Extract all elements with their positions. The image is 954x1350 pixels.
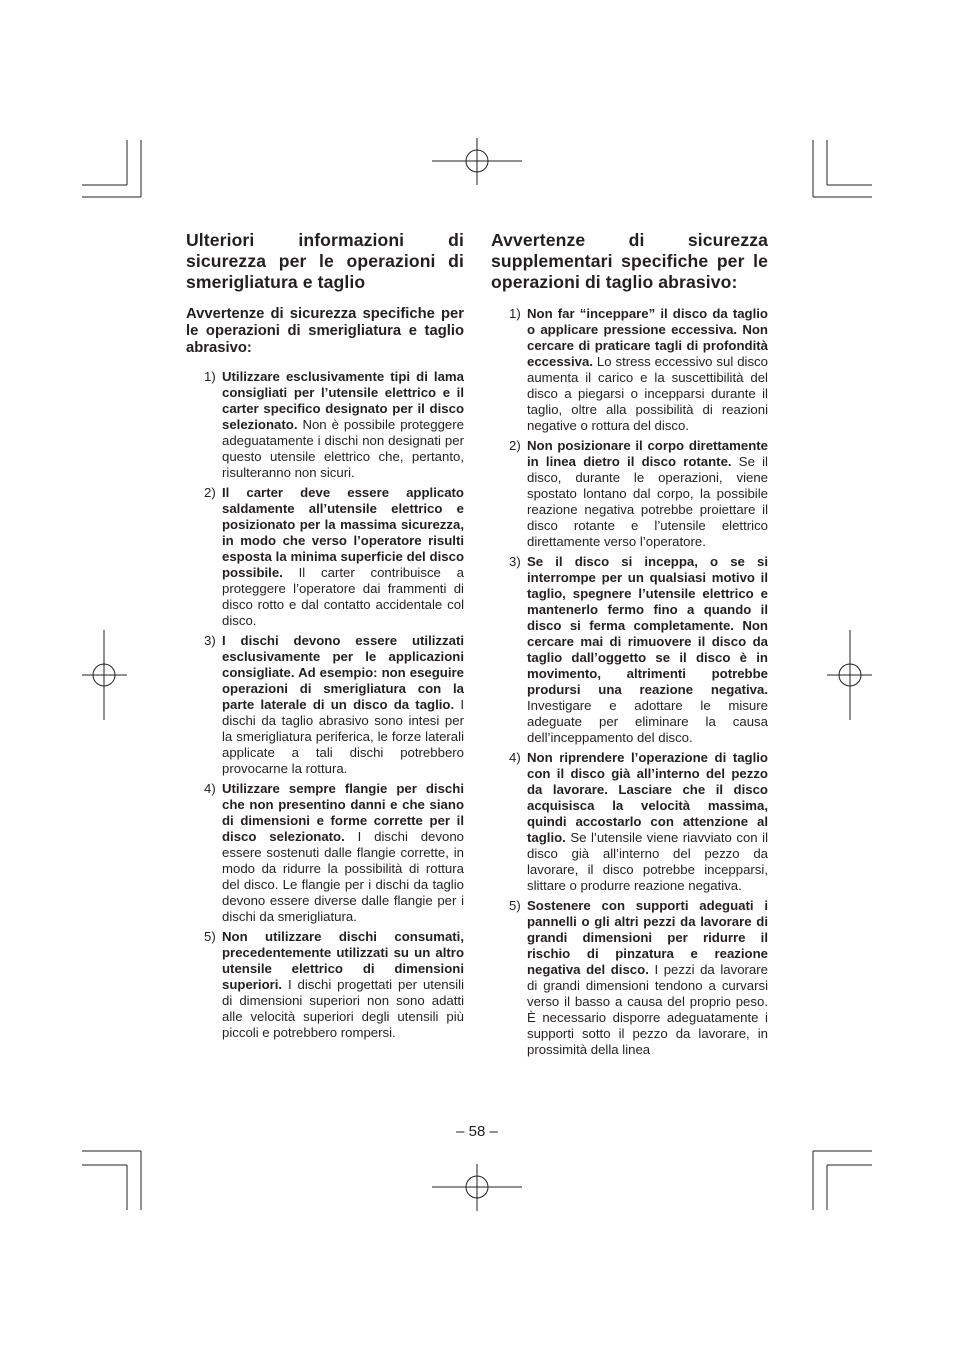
item-number: 3) (204, 633, 216, 648)
item-text: I dischi da taglio abrasivo sono intesi per la smerigliatura periferica, le forze laterali applicate a tali dischi potrebbero provocarne la rottura. (222, 697, 465, 776)
page-number: – 58 – (456, 1123, 498, 1140)
list-item (491, 750, 768, 894)
item-bold-text: Il carter deve essere applicato saldamente all’utensile elettrico e posizionato per la massima sicurezza, in modo che verso l’operatore risulti esposta la minima superficie del disco possibile. (222, 485, 464, 580)
item-bold-text: Sostenere con supporti adeguati i pannelli o gli altri pezzi da lavorare di grandi dimensioni per ridurre il rischio di pinzatura e reazione negativa del disco. (527, 898, 768, 977)
right-section-title: Avvertenze di sicurezza supplementari specifiche per le operazioni di taglio abrasivo: (491, 230, 768, 292)
right-warning-list (491, 306, 768, 1058)
item-bold-text: Non far “inceppare” il disco da taglio o applicare pressione eccessiva. Non cercare di praticare tagli di profondità eccessiva. (527, 306, 768, 369)
item-text: I dischi progettati per utensili di dimensioni superiori non sono adatti alle velocità superiori degli utensili più piccoli e potrebbero rompersi. (222, 977, 464, 1040)
item-number: 4) (204, 781, 216, 796)
item-text: I dischi devono essere sostenuti dalle flangie corrette, in modo da ridurre la possibilità di rottura del disco. Le flangie per i dischi da taglio devono essere diverse dalle flangie per i dischi da smerigliatura. (222, 829, 464, 924)
list-item (186, 633, 464, 777)
left-section-subtitle: Avvertenze di sicurezza specifiche per le operazioni di smerigliatura e taglio abrasivo: (186, 306, 464, 356)
item-bold-text: Utilizzare sempre flangie per dischi che non presentino danni e che siano di dimensioni e forme corrette per il disco selezionato. (222, 781, 464, 844)
list-item (491, 554, 768, 746)
item-number: 3) (509, 554, 521, 569)
list-item (491, 306, 768, 434)
item-number: 2) (204, 485, 216, 500)
item-text: Non è possibile proteggere adeguatamente i dischi non designati per questo utensile elettrico che, pertanto, risulteranno non sicuri. (222, 417, 464, 480)
item-bold-text: Utilizzare esclusivamente tipi di lama consigliati per l’utensile elettrico e il carter specifico designato per il disco selezionato. (222, 369, 464, 432)
item-number: 4) (509, 750, 521, 765)
item-number: 1) (509, 306, 521, 321)
left-column (186, 230, 464, 1045)
item-bold-text: Non posizionare il corpo direttamente in linea dietro il disco rotante. (527, 438, 768, 469)
list-item (186, 369, 464, 481)
left-warning-list (186, 369, 464, 1041)
item-number: 5) (204, 929, 216, 944)
list-item (491, 438, 768, 550)
list-item (491, 898, 768, 1058)
item-text: I pezzi da lavorare di grandi dimensioni tendono a curvarsi verso il basso a causa del proprio peso. È necessario disporre adeguatamente i supporti sotto il pezzo da lavorare, in prossimità della linea (527, 962, 768, 1057)
item-bold-text: Non riprendere l’operazione di taglio con il disco già all’interno del pezzo da lavorare. Lasciare che il disco acquisisca la velocità massima, quindi accostarlo con attenzione al taglio. (527, 750, 768, 845)
item-text: Investigare e adottare le misure adeguate per eliminare la causa dell’inceppamento del disco. (527, 698, 768, 745)
item-number: 1) (204, 369, 216, 384)
item-text: Il carter contribuisce a proteggere l’operatore dai frammenti di disco rotto e dal contatto accidentale col disco. (222, 565, 464, 628)
list-item (186, 485, 464, 629)
item-text: Se il disco, durante le operazioni, viene spostato lontano dal corpo, la possibile reazione negativa potrebbe proiettare il disco rotante e l’utensile elettrico direttamente verso l’operatore. (527, 454, 768, 549)
item-bold-text: Non utilizzare dischi consumati, precedentemente utilizzati su un altro utensile elettrico di dimensioni superiori. (222, 929, 464, 992)
list-item (186, 929, 464, 1041)
item-bold-text: Se il disco si inceppa, o se si interrompe per un qualsiasi motivo il taglio, spegnere l’utensile elettrico e mantenerlo fermo fino a quando il disco si ferma completamente. Non cercare mai di rimuovere il disco da taglio dall’oggetto se il disco è in movimento, altrimenti potrebbe prodursi una reazione negativa. (527, 554, 768, 697)
left-section-title: Ulteriori informazioni di sicurezza per le operazioni di smerigliatura e taglio (186, 230, 464, 292)
right-column (491, 230, 768, 1062)
item-number: 5) (509, 898, 521, 913)
item-bold-text: I dischi devono essere utilizzati esclusivamente per le applicazioni consigliate. Ad esempio: non eseguire operazioni di smerigliatura con la parte laterale di un disco da taglio. (222, 633, 464, 712)
item-text: Se l’utensile viene riavviato con il disco già all’interno del pezzo da lavorare, il disco potrebbe incepparsi, slittare o produrre reazione negativa. (527, 830, 768, 893)
list-item (186, 781, 464, 925)
item-number: 2) (509, 438, 521, 453)
item-text: Lo stress eccessivo sul disco aumenta il carico e la suscettibilità del disco a piegarsi o incepparsi durante il taglio, oltre alla possibilità di reazioni negative o rottura del disco. (527, 354, 768, 433)
